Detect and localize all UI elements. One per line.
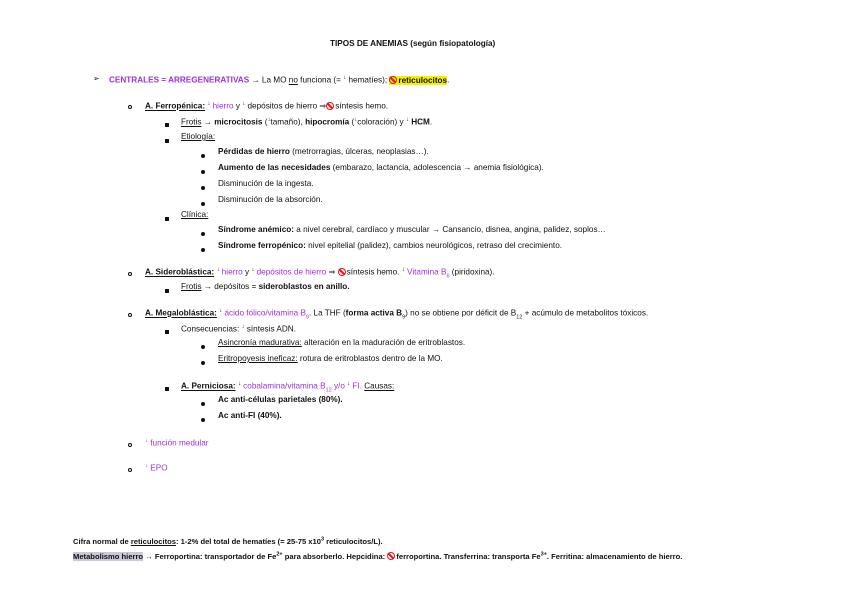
no-symbol-icon [338,268,346,276]
sideroblastica-line: A. Sideroblástica: ↓ hierro y ↓ depósitos de hierro ⇒ síntesis hemo. ↓ Vitamina $B_6$ (piridoxina). [145,267,495,280]
circle-bullet-icon [128,309,132,320]
circle-bullet-icon [128,439,132,450]
ferropenica-frotis: Frotis → microcitosis (↓tamaño), hipocromía (↓coloración) y ↓ HCM. [181,117,433,127]
circle-bullet-icon [128,101,132,112]
down-arrow-icon: ↓ [216,267,220,273]
etiologia-item: Aumento de las necesidades (embarazo, lactancia, adolescencia → anemia fisiológica). [218,163,544,172]
square-bullet-icon [165,285,169,296]
sideroblastica-title: A. Sideroblástica: [145,267,215,277]
down-arrow-icon: ↓ [343,75,347,81]
dot-bullet-icon [201,166,205,177]
centrales-heading: CENTRALES = ARREGENERATIVAS [109,75,250,85]
dot-bullet-icon [201,357,205,368]
reticulocitos-highlight: reticulocitos [389,76,447,85]
etiologia-item: Disminución de la absorción. [218,195,323,204]
circle-bullet-icon [128,268,132,279]
epo-item: ↓ EPO [145,463,168,473]
consecuencia-item: Asincronía madurativa: alteración en la maduración de eritroblastos. [218,338,466,347]
circle-bullet-icon [128,464,132,475]
no-symbol-icon [389,76,397,84]
perniciosa-line: A. Perniciosa: ↓ cobalamina/vitamina $B_{12}$ y/o ↓ FI. Causas: [181,381,395,394]
dot-bullet-icon [201,341,205,352]
square-bullet-icon [165,213,169,224]
down-arrow-icon: ↓ [145,463,148,469]
perniciosa-title: A. Perniciosa: [181,381,236,391]
down-arrow-icon: ↓ [219,308,223,314]
down-arrow-icon: ↓ [251,267,255,273]
down-arrow-icon: ↓ [242,101,246,107]
megaloblastica-title: A. Megaloblástica: [145,308,217,318]
dot-bullet-icon [201,150,205,161]
causa-item: Ac anti-FI (40%). [218,411,282,420]
dot-bullet-icon [201,398,205,409]
arrowhead-bullet-icon: ➢ [93,74,100,83]
square-bullet-icon [165,383,169,394]
consecuencia-item: Eritropoyesis ineficaz: rotura de eritroblastos dentro de la MO. [218,354,443,363]
ferropenica-title: A. Ferropénica: [145,101,206,111]
sideroblastica-frotis: Frotis → depósitos = sideroblastos en anillo. [181,282,350,291]
down-arrow-icon: ↓ [354,117,358,123]
funcion-medular: ↓ función medular [145,438,209,448]
document-title: TIPOS DE ANEMIAS (según fisiopatología) [330,39,496,48]
down-arrow-icon: ↓ [347,381,351,387]
dot-bullet-icon [201,228,205,239]
clinica-heading: Clínica: [181,210,209,219]
footer-reticulocitos: Cifra normal de reticulocitos: 1-2% del total de hematíes (= 25-75 $x10^3$ reticulocitos/L). [73,536,383,546]
square-bullet-icon [165,326,169,337]
etiologia-item: Pérdidas de hierro (metrorragias, úlceras, neoplasias…). [218,147,429,156]
clinica-item: Síndrome ferropénico: nivel epitelial (palidez), cambios neurológicos, retraso del crecimiento. [218,241,563,250]
down-arrow-icon: ↓ [207,101,211,107]
square-bullet-icon [165,135,169,146]
footer-metabolismo: Metabolismo hierro → Ferroportina: transportador de $Fe^{2+}$ para absorberlo. Hepcidina: ferroportina. Transferrina: transporta $Fe^{3+}$. Ferritina: almacenamiento de hierro. [73,551,683,561]
down-arrow-icon: ↓ [237,381,241,387]
centrales-line: CENTRALES = ARREGENERATIVAS → La MO no funciona (= ↓ hematíes); reticulocitos. [109,75,450,85]
down-arrow-icon: ↓ [405,117,409,123]
down-arrow-icon: ↓ [145,438,148,444]
dot-bullet-icon [201,244,205,255]
megaloblastica-line: A. Megaloblástica: ↓ ácido fólico/vitamina $B_9$. La THF (forma activa $B_9$) no se obtiene por déficit de $B_{12}$ + acúmulo de metabolitos tóxicos. [145,308,649,321]
down-arrow-icon: ↓ [267,117,271,123]
dot-bullet-icon [201,414,205,425]
no-symbol-icon [326,102,334,110]
ferropenica-line: A. Ferropénica: ↓ hierro y ↓ depósitos de hierro ⇒ síntesis hemo. [145,101,389,111]
megaloblastica-consecuencias: Consecuencias: ↓ síntesis ADN. [181,324,296,334]
dot-bullet-icon [201,198,205,209]
clinica-item: Síndrome anémico: a nivel cerebral, cardíaco y muscular → Cansancio, disnea, angina, palidez, soplos… [218,225,606,234]
causa-item: Ac anti-células parietales (80%). [218,395,343,404]
dot-bullet-icon [201,182,205,193]
no-symbol-icon [387,552,395,560]
down-arrow-icon: ↓ [241,324,245,330]
metabolismo-label: Metabolismo hierro [73,552,144,561]
square-bullet-icon [165,119,169,130]
etiologia-heading: Etiología: [181,132,216,141]
etiologia-item: Disminución de la ingesta. [218,179,314,188]
down-arrow-icon: ↓ [401,267,405,273]
